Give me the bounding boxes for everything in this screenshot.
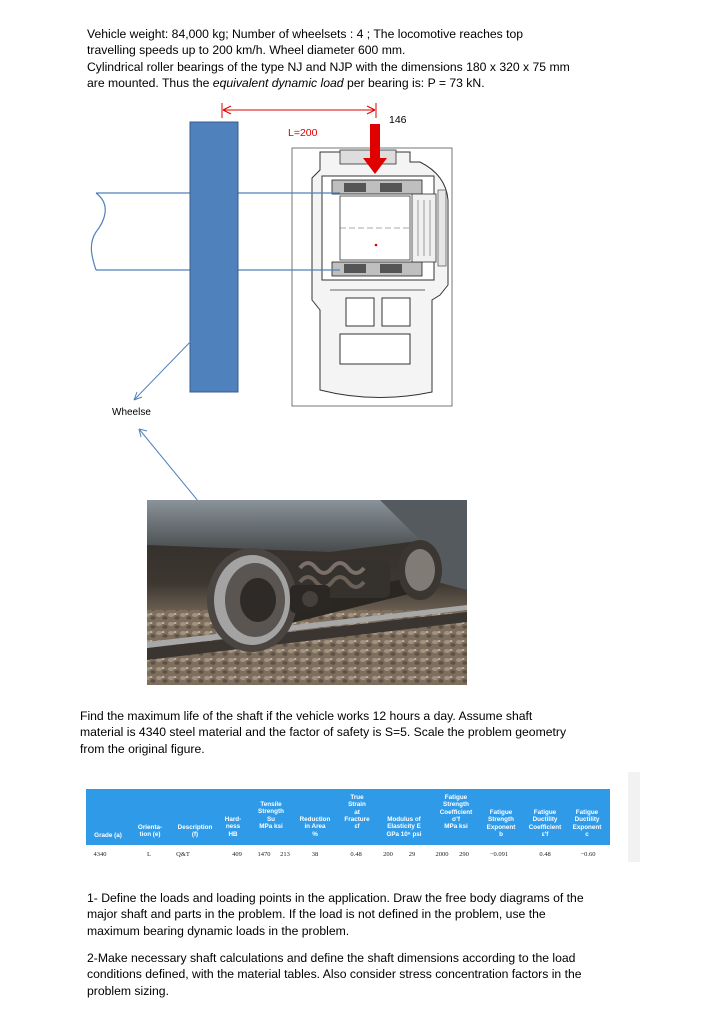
task-paragraph: [80, 708, 566, 757]
q2-line-3: problem sizing.: [87, 983, 169, 998]
col-header-fatigue-strength-exp: Fatigue Strength Exponent b: [486, 809, 516, 838]
col-header-hardness: Hard- ness HB: [224, 816, 242, 838]
col-header-orientation: Orienta- tion (e): [137, 824, 163, 839]
cell-modulus-psi: 29: [408, 851, 416, 858]
intro-line-1: Vehicle weight: 84,000 kg; Number of wheelsets : 4 ; The locomotive reaches top: [87, 27, 524, 41]
cell-true-strain: 0.48: [350, 851, 362, 858]
cell-fatigue-coeff-mpa: 2000: [435, 851, 449, 858]
col-header-reduction: Reduction in Area %: [299, 816, 331, 838]
question-2: [87, 950, 582, 999]
intro-line-2: travelling speeds up to 200 km/h. Wheel diameter 600 mm.: [87, 43, 406, 58]
question-1: [87, 890, 584, 939]
q2-line-2: conditions defined, with the material tables. Also consider stress concentration factors in the: [87, 967, 582, 982]
intro-paragraph: [87, 26, 570, 91]
cell-modulus-gpa: 200: [383, 851, 393, 858]
load-label: 146: [389, 114, 407, 126]
task-line-3: from the original figure.: [80, 741, 205, 756]
cell-orientation: L: [147, 851, 151, 858]
dimension-label: L=200: [288, 127, 318, 139]
cell-fatigue-exp: −0.091: [489, 851, 509, 858]
q1-line-1: 1- Define the loads and loading points in the application. Draw the free body diagrams of the: [87, 891, 584, 905]
q1-line-2: major shaft and parts in the problem. If the load is not defined in the problem, use the: [87, 907, 546, 922]
cell-ductility-exp: −0.60: [580, 851, 596, 858]
table-edge-shadow: [628, 772, 640, 862]
material-table: [86, 789, 610, 862]
task-line-2: material is 4340 steel material and the factor of safety is S=5. Scale the problem geometry: [80, 725, 567, 740]
col-header-fatigue-ductility-exp: Fatigue Ductility Exponent c: [572, 809, 602, 838]
cell-grade: 4340: [93, 851, 107, 858]
problem-figure: [0, 100, 725, 690]
equivalent-load-emphasis: equivalent dynamic load: [212, 75, 344, 90]
cell-tensile-ksi: 213: [280, 851, 290, 858]
intro-line-4: are mounted. Thus the equivalent dynamic load per bearing is: P = 73 kN.: [87, 75, 485, 90]
col-header-grade: Grade (a): [94, 832, 122, 839]
dimension-arrow: [222, 103, 376, 118]
cell-description: Q&T: [176, 851, 190, 858]
bogie-photo: [147, 500, 467, 685]
cell-ductility-coeff: 0.48: [539, 851, 551, 858]
cell-fatigue-coeff-ksi: 290: [459, 851, 469, 858]
bearing-housing-drawing: [292, 148, 452, 406]
q1-line-3: maximum bearing dynamic loads in the problem.: [87, 923, 350, 938]
cell-tensile-mpa: 1470: [257, 851, 271, 858]
col-header-fatigue-strength-coeff: Fatigue Strength Coefficient σ'f MPa ksi: [439, 794, 473, 831]
col-header-description: Description (f): [177, 824, 213, 839]
intro-line-3: Cylindrical roller bearings of the type NJ and NJP with the dimensions 180 x 320 x 75 mm: [87, 59, 570, 74]
cell-hardness: 409: [232, 851, 242, 858]
wheelset-label: Wheelse: [112, 407, 151, 418]
col-header-fatigue-ductility-coeff: Fatigue Ductility Coefficient ε'f: [528, 809, 562, 838]
task-line-1: Find the maximum life of the shaft if the vehicle works 12 hours a day. Assume shaft: [80, 709, 533, 723]
cell-reduction: 38: [311, 851, 319, 858]
col-header-modulus: Modulus of Elasticity E GPa 10⁶ psi: [386, 816, 422, 838]
q2-line-1: 2-Make necessary shaft calculations and define the shaft dimensions according to the load: [87, 951, 576, 965]
col-header-tensile: Tensile Strength Su MPa ksi: [258, 801, 284, 830]
wheel-rectangle: [190, 122, 238, 392]
col-header-true-strain: True Strain at Fracture εf: [344, 794, 370, 831]
